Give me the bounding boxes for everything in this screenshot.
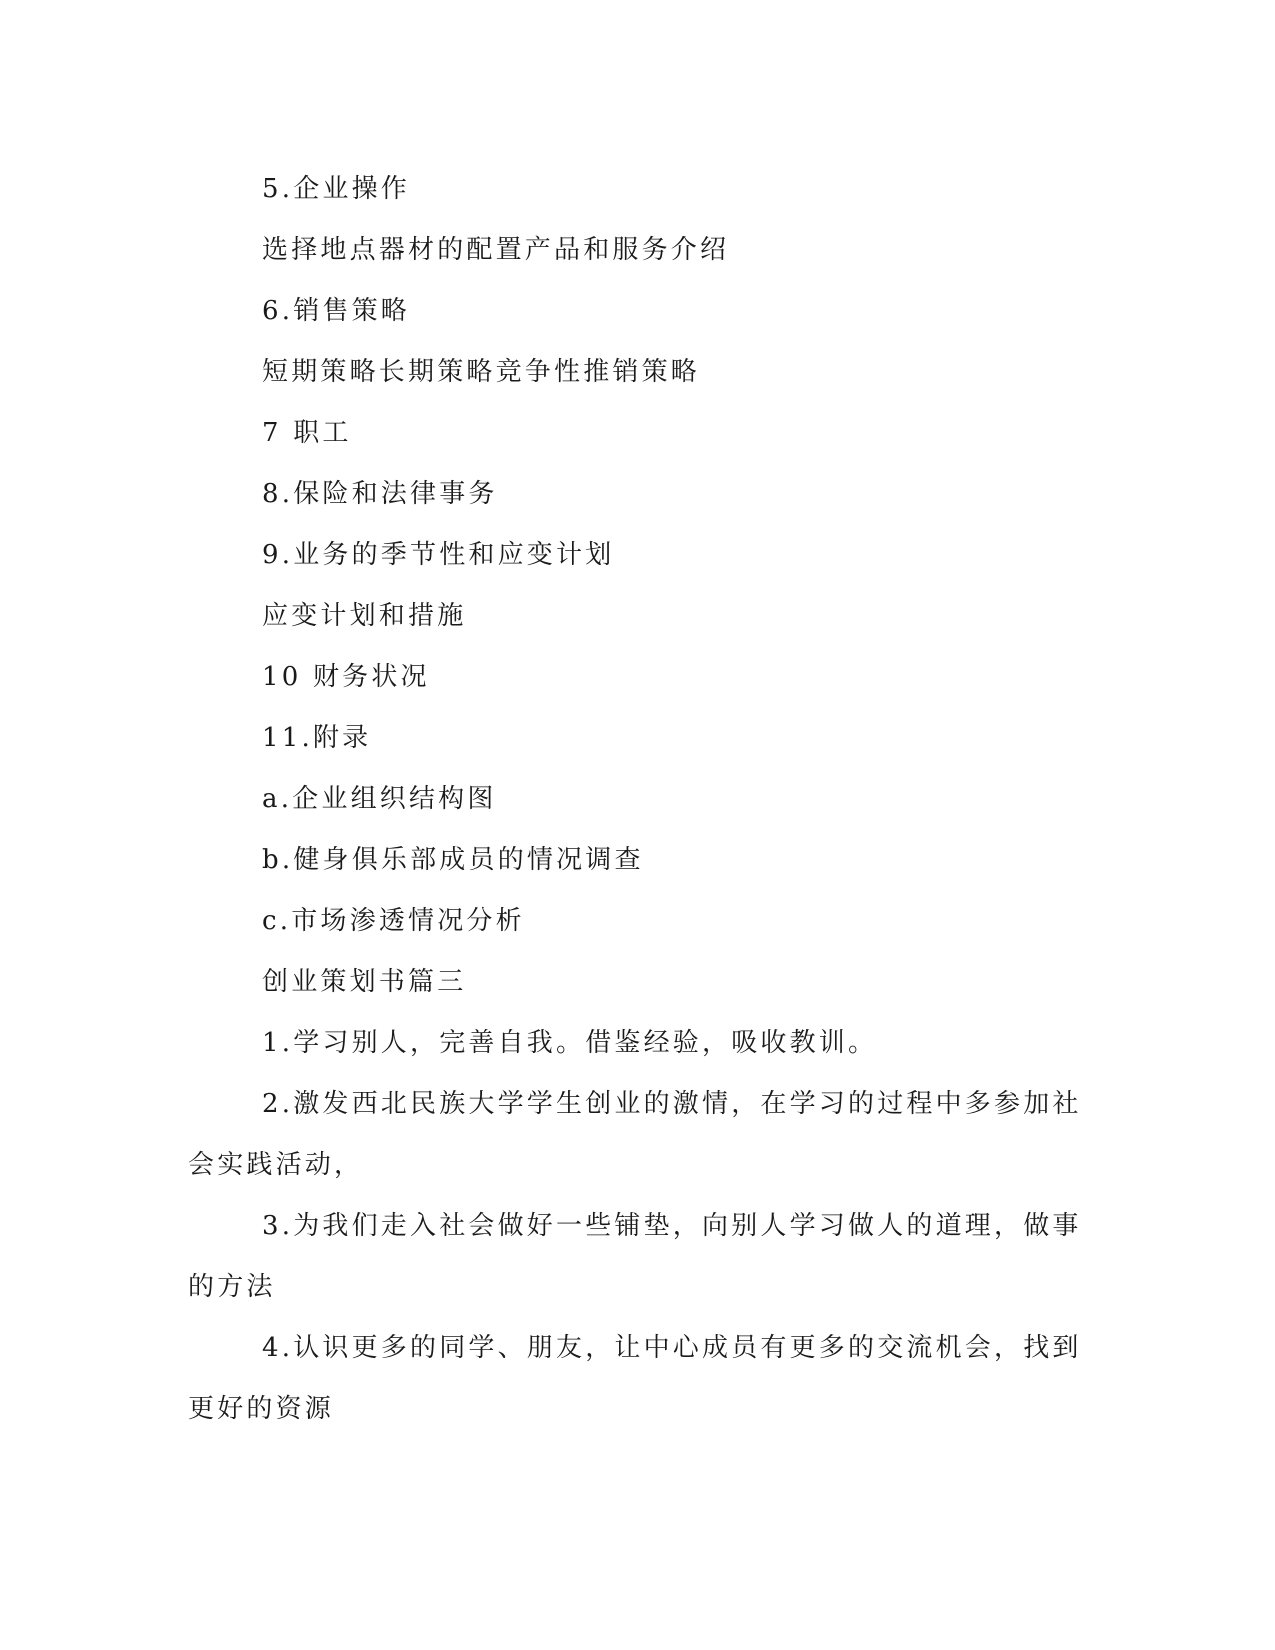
section-5-body: 选择地点器材的配置产品和服务介绍 [262,235,730,265]
section-6-heading: 6.销售策略 [262,296,411,326]
goal-item-1: 1.学习别人，完善自我。借鉴经验，吸收教训。 [262,1028,878,1058]
goal-item-4-continued: 更好的资源 [188,1394,335,1424]
section-10-heading: 10 财务状况 [262,662,430,692]
goal-item-3-continued: 的方法 [188,1272,276,1302]
goal-item-2-continued: 会实践活动， [188,1150,364,1180]
appendix-item-a: a.企业组织结构图 [262,784,497,814]
section-9-body: 应变计划和措施 [262,601,467,631]
goal-item-2: 2.激发西北民族大学学生创业的激情，在学习的过程中多参加社 [262,1089,1082,1119]
section-7-heading: 7 职工 [262,418,352,448]
section-5-heading: 5.企业操作 [262,174,411,204]
goal-item-3: 3.为我们走入社会做好一些铺垫，向别人学习做人的道理，做事 [262,1211,1082,1241]
appendix-item-c: c.市场渗透情况分析 [262,906,525,936]
section-11-heading: 11.附录 [262,723,372,753]
section-8-heading: 8.保险和法律事务 [262,479,498,509]
chapter-three-title: 创业策划书篇三 [262,967,467,997]
goal-item-4: 4.认识更多的同学、朋友，让中心成员有更多的交流机会，找到 [262,1333,1082,1363]
appendix-item-b: b.健身俱乐部成员的情况调查 [262,845,644,875]
section-9-heading: 9.业务的季节性和应变计划 [262,540,615,570]
section-6-body: 短期策略长期策略竞争性推销策略 [262,357,701,387]
